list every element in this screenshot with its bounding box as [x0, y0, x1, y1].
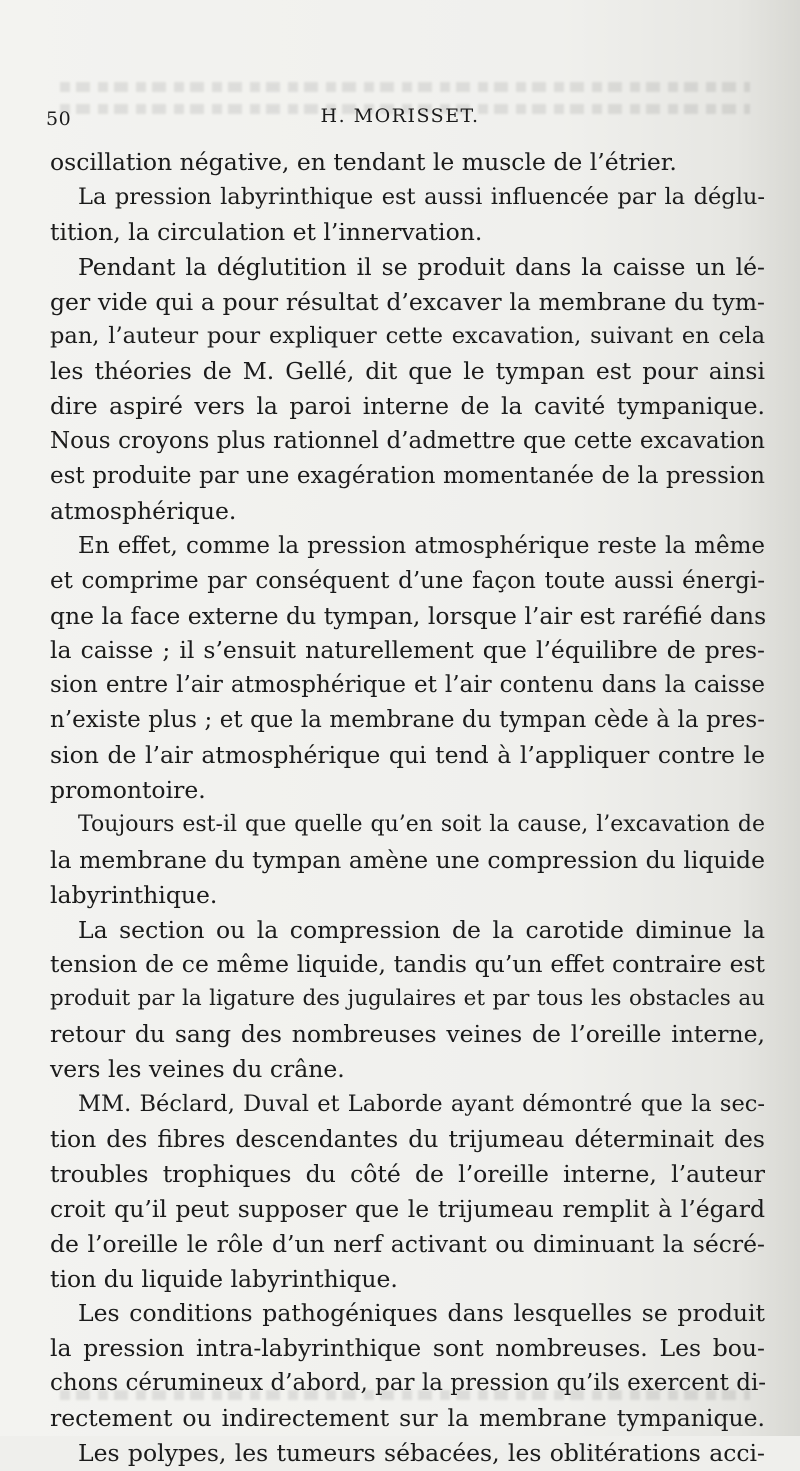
text-line: la membrane du tympan amène une compression du liquide	[50, 845, 765, 874]
text-line: Toujours est-il que quelle qu’en soit la cause, l’excavation de	[78, 811, 765, 837]
text-line: produit par la ligature des jugulaires et par tous les obstacles au	[50, 986, 765, 1012]
text-line: sion entre l’air atmosphérique et l’air contenu dans la caisse	[50, 672, 765, 699]
text-line: Les polypes, les tumeurs sébacées, les oblitérations acci-	[78, 1438, 765, 1467]
text-line: tition, la circulation et l’innervation.	[50, 217, 483, 246]
text-line: La pression labyrinthique est aussi influencée par la déglu-	[78, 183, 765, 210]
text-line: pan, l’auteur pour expliquer cette excavation, suivant en cela	[50, 323, 765, 350]
text-line: Nous croyons plus rationnel d’admettre que cette excavation	[50, 428, 765, 455]
text-line: la pression intra-labyrinthique sont nombreuses. Les bou-	[50, 1334, 765, 1363]
text-line: ger vide qui a pour résultat d’excaver la membrane du tym-	[50, 287, 765, 316]
text-line: les théories de M. Gellé, dit que le tympan est pour ainsi	[50, 357, 765, 386]
text-line: tion des fibres descendantes du trijumeau déterminait des	[50, 1124, 765, 1153]
text-line: MM. Béclard, Duval et Laborde ayant démontré que la sec-	[78, 1091, 765, 1118]
text-line: qne la face externe du tympan, lorsque l’air est raréfié dans	[50, 601, 767, 630]
text-line: tension de ce même liquide, tandis qu’un effet contraire est	[50, 950, 765, 979]
text-line: de l’oreille le rôle d’un nerf activant ou diminuant la sécré-	[50, 1229, 765, 1258]
text-line: atmosphérique.	[50, 496, 237, 525]
text-line: la caisse ; il s’ensuit naturellement que l’équilibre de pres-	[50, 636, 765, 665]
text-line: retour du sang des nombreuses veines de l’oreille interne,	[50, 1020, 765, 1049]
text-line: labyrinthique.	[50, 880, 218, 909]
text-line: Pendant la déglutition il se produit dans la caisse un lé-	[78, 252, 765, 281]
text-line: Les conditions pathogéniques dans lesquelles se produit	[78, 1299, 765, 1328]
text-line: promontoire.	[50, 776, 206, 805]
text-line: troubles trophiques du côté de l’oreille interne, l’auteur	[50, 1159, 765, 1188]
show-through-text-bottom	[60, 1390, 750, 1430]
text-line: En effet, comme la pression atmosphérique reste la même	[78, 532, 765, 559]
page-number: 50	[46, 108, 72, 130]
body-text	[50, 145, 765, 1471]
text-line: n’existe plus ; et que la membrane du tympan cède à la pres-	[50, 707, 765, 734]
text-line: rectement ou indirectement sur la membrane tympanique.	[50, 1404, 765, 1433]
running-head: H. MORISSET.	[320, 105, 480, 127]
text-line: tion du liquide labyrinthique.	[50, 1264, 398, 1293]
text-line: sion de l’air atmosphérique qui tend à l’appliquer contre le	[50, 741, 765, 770]
text-line: croit qu’il peut supposer que le trijumeau remplit à l’égard	[50, 1194, 765, 1223]
text-line: vers les veines du crâne.	[50, 1055, 345, 1084]
text-line: chons cérumineux d’abord, par la pression qu’ils exercent di-	[50, 1370, 767, 1397]
text-line: et comprime par conséquent d’une façon toute aussi énergi-	[50, 567, 765, 594]
text-line: dire aspiré vers la paroi interne de la cavité tympanique.	[50, 392, 765, 421]
text-line: oscillation négative, en tendant le muscle de l’étrier.	[50, 148, 677, 176]
text-line: est produite par une exagération momentanée de la pression	[50, 463, 765, 490]
text-line: La section ou la compression de la carotide diminue la	[78, 915, 765, 944]
